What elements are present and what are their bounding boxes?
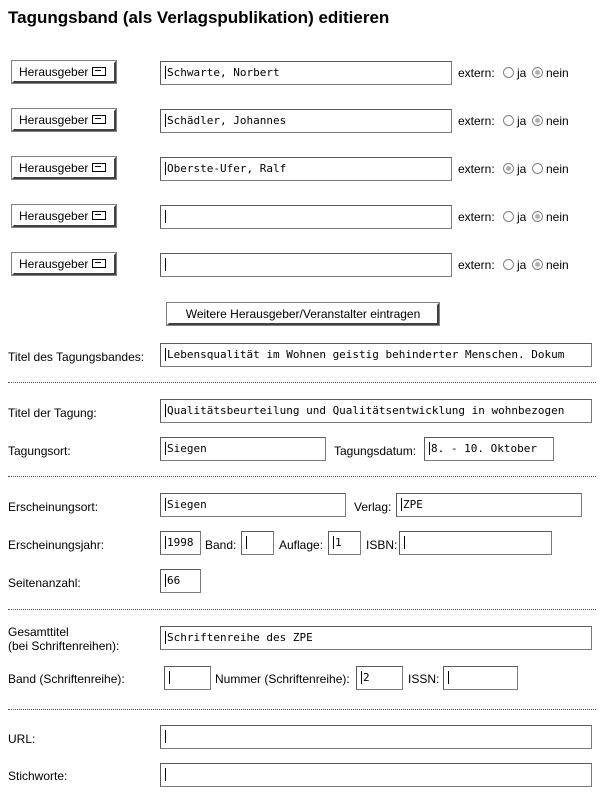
series-title-label-line2: (bei Schriftenreihen): <box>8 639 120 653</box>
band-title-label: Titel des Tagungsbandes: <box>8 350 145 364</box>
volume-label: Band: <box>205 538 237 552</box>
series-number-label: Nummer (Schriftenreihe): <box>215 672 350 686</box>
text-cursor <box>165 442 166 455</box>
extern-nein-radio[interactable] <box>532 211 543 222</box>
text-cursor <box>165 536 166 549</box>
band-title-value: Lebensqualität im Wohnen geistig behinderter Menschen. Dokum <box>167 348 565 361</box>
text-cursor <box>361 671 362 684</box>
extern-ja-label: ja <box>517 162 527 176</box>
extern-nein-radio[interactable] <box>532 115 543 126</box>
extern-nein-radio[interactable] <box>532 163 543 174</box>
extern-nein-label: nein <box>546 114 569 128</box>
text-cursor <box>246 536 247 549</box>
publisher-value: ZPE <box>403 498 423 511</box>
extern-ja-radio[interactable] <box>503 259 514 270</box>
series-volume-input[interactable] <box>164 666 211 690</box>
publisher-input[interactable] <box>396 493 582 517</box>
extern-nein-label: nein <box>546 162 569 176</box>
extern-ja-radio[interactable] <box>503 67 514 78</box>
editor-role-label: Herausgeber <box>19 257 89 271</box>
issn-label: ISSN: <box>408 672 440 686</box>
more-editors-button[interactable]: Weitere Herausgeber/Veranstalter eintragen <box>167 303 439 325</box>
text-cursor <box>169 671 170 684</box>
conference-place-input[interactable] <box>160 437 326 461</box>
volume-input[interactable] <box>241 531 274 555</box>
series-number-value: 2 <box>363 671 370 684</box>
editor-role-select[interactable] <box>12 61 116 83</box>
conference-title-label: Titel der Tagung: <box>8 406 97 420</box>
issn-input[interactable] <box>443 666 518 690</box>
extern-ja-radio[interactable] <box>503 115 514 126</box>
series-volume-label: Band (Schriftenreihe): <box>8 672 125 686</box>
conference-date-label: Tagungsdatum: <box>334 444 417 458</box>
editor-role-select[interactable] <box>12 109 116 131</box>
isbn-label: ISBN: <box>366 538 398 552</box>
series-title-value: Schriftenreihe des ZPE <box>167 631 313 644</box>
year-input[interactable] <box>160 531 201 555</box>
extern-label: extern: <box>458 258 495 272</box>
text-cursor <box>333 536 334 549</box>
text-cursor <box>404 536 405 549</box>
text-cursor <box>448 671 449 684</box>
page-title: Tagungsband (als Verlagspublikation) editieren <box>8 8 390 27</box>
conference-place-label: Tagungsort: <box>8 444 71 458</box>
extern-nein-radio[interactable] <box>532 67 543 78</box>
text-cursor <box>165 404 166 417</box>
extern-ja-radio[interactable] <box>503 163 514 174</box>
extern-label: extern: <box>458 114 495 128</box>
editor-role-label: Herausgeber <box>19 65 89 79</box>
text-cursor <box>165 258 166 271</box>
extern-nein-radio[interactable] <box>532 259 543 270</box>
dropdown-icon <box>92 163 106 172</box>
pages-input[interactable] <box>160 569 201 593</box>
year-value: 1998 <box>167 536 194 549</box>
extern-ja-label: ja <box>517 66 527 80</box>
pub-place-value: Siegen <box>167 498 207 511</box>
editor-name-value: Schädler, Johannes <box>167 114 287 127</box>
series-number-input[interactable] <box>356 666 403 690</box>
extern-ja-label: ja <box>517 114 527 128</box>
series-title-label-line1: Gesamttitel <box>8 625 69 639</box>
text-cursor <box>165 210 166 223</box>
editor-name-input[interactable] <box>160 253 452 277</box>
text-cursor <box>165 631 166 644</box>
url-input[interactable] <box>160 725 592 749</box>
editor-role-select[interactable] <box>12 157 116 179</box>
edition-label: Auflage: <box>279 538 324 552</box>
dropdown-icon <box>92 67 106 76</box>
separator <box>8 709 596 710</box>
keywords-input[interactable] <box>160 763 592 787</box>
text-cursor <box>165 162 166 175</box>
pages-value: 66 <box>167 574 181 587</box>
conference-place-value: Siegen <box>167 442 207 455</box>
conference-title-input[interactable] <box>160 399 592 423</box>
conference-title-value: Qualitätsbeurteilung und Qualitätsentwicklung in wohnbezogen <box>167 404 565 417</box>
conference-date-input[interactable] <box>424 437 554 461</box>
isbn-input[interactable] <box>399 531 552 555</box>
extern-label: extern: <box>458 66 495 80</box>
pages-label: Seitenanzahl: <box>8 576 81 590</box>
edition-input[interactable] <box>328 531 361 555</box>
extern-ja-label: ja <box>517 210 527 224</box>
editor-role-select[interactable] <box>12 205 116 227</box>
conference-date-value: 8. - 10. Oktober <box>431 442 537 455</box>
editor-role-select[interactable] <box>12 253 116 275</box>
editor-name-input[interactable] <box>160 109 452 133</box>
series-title-input[interactable] <box>160 626 592 650</box>
editor-name-value: Schwarte, Norbert <box>167 66 280 79</box>
text-cursor <box>165 498 166 511</box>
text-cursor <box>165 730 166 743</box>
text-cursor <box>401 498 402 511</box>
dropdown-icon <box>92 259 106 268</box>
editor-name-value: Oberste-Ufer, Ralf <box>167 162 287 175</box>
keywords-label: Stichworte: <box>8 769 68 783</box>
text-cursor <box>165 114 166 127</box>
extern-ja-radio[interactable] <box>503 211 514 222</box>
separator <box>8 609 596 610</box>
text-cursor <box>429 442 430 455</box>
pub-place-input[interactable] <box>160 493 346 517</box>
editor-role-label: Herausgeber <box>19 209 89 223</box>
extern-label: extern: <box>458 210 495 224</box>
edition-value: 1 <box>335 536 342 549</box>
year-label: Erscheinungsjahr: <box>8 538 105 552</box>
editor-name-input[interactable] <box>160 61 452 85</box>
band-title-input[interactable] <box>160 343 592 367</box>
pub-place-label: Erscheinungsort: <box>8 500 99 514</box>
dropdown-icon <box>92 211 106 220</box>
text-cursor <box>165 348 166 361</box>
text-cursor <box>165 768 166 781</box>
separator <box>8 382 596 383</box>
separator <box>8 476 596 477</box>
extern-ja-label: ja <box>517 258 527 272</box>
extern-nein-label: nein <box>546 66 569 80</box>
url-label: URL: <box>8 732 36 746</box>
dropdown-icon <box>92 115 106 124</box>
editor-role-label: Herausgeber <box>19 113 89 127</box>
publisher-label: Verlag: <box>354 500 392 514</box>
editor-name-input[interactable] <box>160 205 452 229</box>
extern-label: extern: <box>458 162 495 176</box>
extern-nein-label: nein <box>546 210 569 224</box>
text-cursor <box>165 66 166 79</box>
extern-nein-label: nein <box>546 258 569 272</box>
editor-name-input[interactable] <box>160 157 452 181</box>
editor-role-label: Herausgeber <box>19 161 89 175</box>
text-cursor <box>165 574 166 587</box>
